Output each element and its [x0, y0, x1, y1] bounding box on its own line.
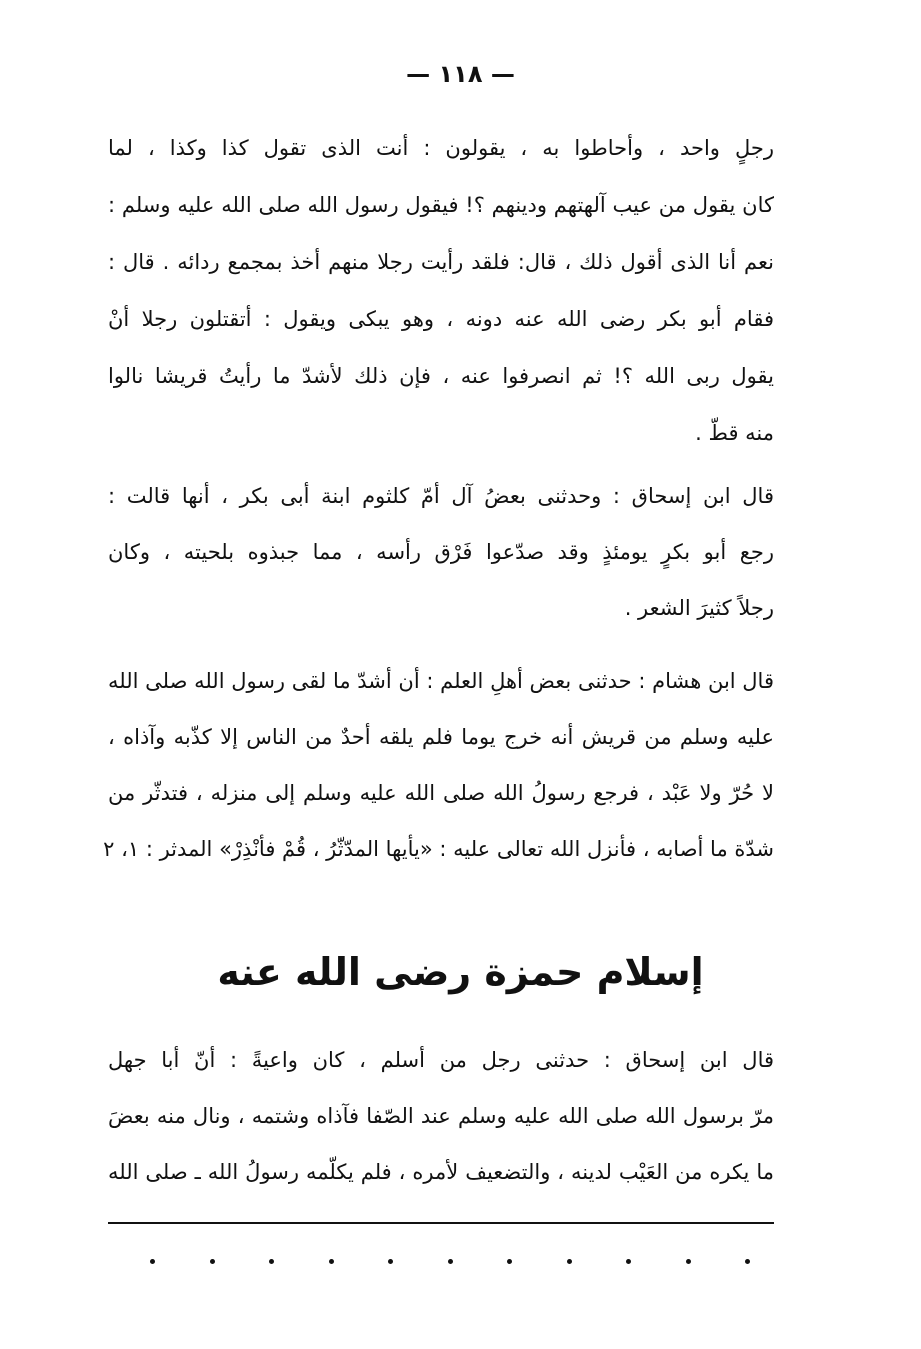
footnote-dot [745, 1259, 750, 1264]
paragraph-2-line-1: قال ابن إسحاق : وحدثنى بعضُ آل أمّ كلثوم ابنة أبى بكر ، أنها قالت : [108, 484, 774, 508]
paragraph-3-line-4: شدّة ما أصابه ، فأنزل الله تعالى عليه : «يأيها المدّثّرُ ، قُمْ فأنْذِرْ» المدثر : ١، ٢ [103, 837, 774, 861]
footnote-dots [150, 1246, 750, 1276]
paragraph-3-line-1: قال ابن هشام : حدثنى بعض أهلِ العلم : أن أشدّ ما لقى رسول الله صلى الله [108, 669, 774, 693]
footnote-dot [507, 1259, 512, 1264]
footer-rule [108, 1222, 774, 1224]
paragraph-1-line-1: رجلٍ واحد ، وأحاطوا به ، يقولون : أنت الذى تقول كذا وكذا ، لما [108, 136, 774, 160]
paragraph-1-line-4: فقام أبو بكر رضى الله عنه دونه ، وهو يبكى ويقول : أتقتلون رجلا أنْ [108, 307, 774, 331]
footnote-dot [388, 1259, 393, 1264]
footnote-dot [626, 1259, 631, 1264]
footnote-dot [567, 1259, 572, 1264]
footnote-dot [269, 1259, 274, 1264]
paragraph-1-line-5: يقول ربى الله ؟! ثم انصرفوا عنه ، فإن ذلك لأشدّ ما رأيتُ قريشا نالوا [108, 364, 774, 388]
paragraph-4-line-3: ما يكره من العَيْب لدينه ، والتضعيف لأمره ، فلم يكلّمه رسولُ الله ـ صلى الله [108, 1160, 774, 1184]
footnote-dot [686, 1259, 691, 1264]
footnote-dot [448, 1259, 453, 1264]
section-heading: إسلام حمزة رضى الله عنه [217, 950, 704, 994]
footnote-dot [210, 1259, 215, 1264]
paragraph-1-line-3: نعم أنا الذى أقول ذلك ، قال: فلقد رأيت رجلا منهم أخذ بمجمع ردائه . قال : [108, 250, 774, 274]
footnote-dot [150, 1259, 155, 1264]
paragraph-4-line-2: مرّ برسول الله صلى الله عليه وسلم عند الصّفا فآذاه وشتمه ، ونال منه بعضَ [108, 1104, 774, 1128]
paragraph-4-line-1: قال ابن إسحاق : حدثنى رجل من أسلم ، كان واعيةً : أنّ أبا جهل [108, 1048, 774, 1072]
page-number: — ١١٨ — [406, 60, 515, 88]
paragraph-3-line-2: عليه وسلم من قريش أنه خرج يوما فلم يلقه أحدٌ من الناس إلا كذّبه وآذاه ، [108, 725, 774, 749]
footnote-dot [329, 1259, 334, 1264]
paragraph-3-line-3: لا حُرّ ولا عَبْد ، فرجع رسولُ الله صلى الله عليه وسلم إلى منزله ، فتدثّر من [108, 781, 774, 805]
paragraph-2-line-3: رجلاً كثيرَ الشعر . [624, 596, 774, 620]
paragraph-1-line-6: منه قطّ . [695, 421, 774, 445]
paragraph-2-line-2: رجع أبو بكرٍ يومئذٍ وقد صدّعوا فَرْق رأسه ، مما جبذوه بلحيته ، وكان [108, 540, 774, 564]
paragraph-1-line-2: كان يقول من عيب آلهتهم ودينهم ؟! فيقول رسول الله صلى الله عليه وسلم : [108, 193, 774, 217]
